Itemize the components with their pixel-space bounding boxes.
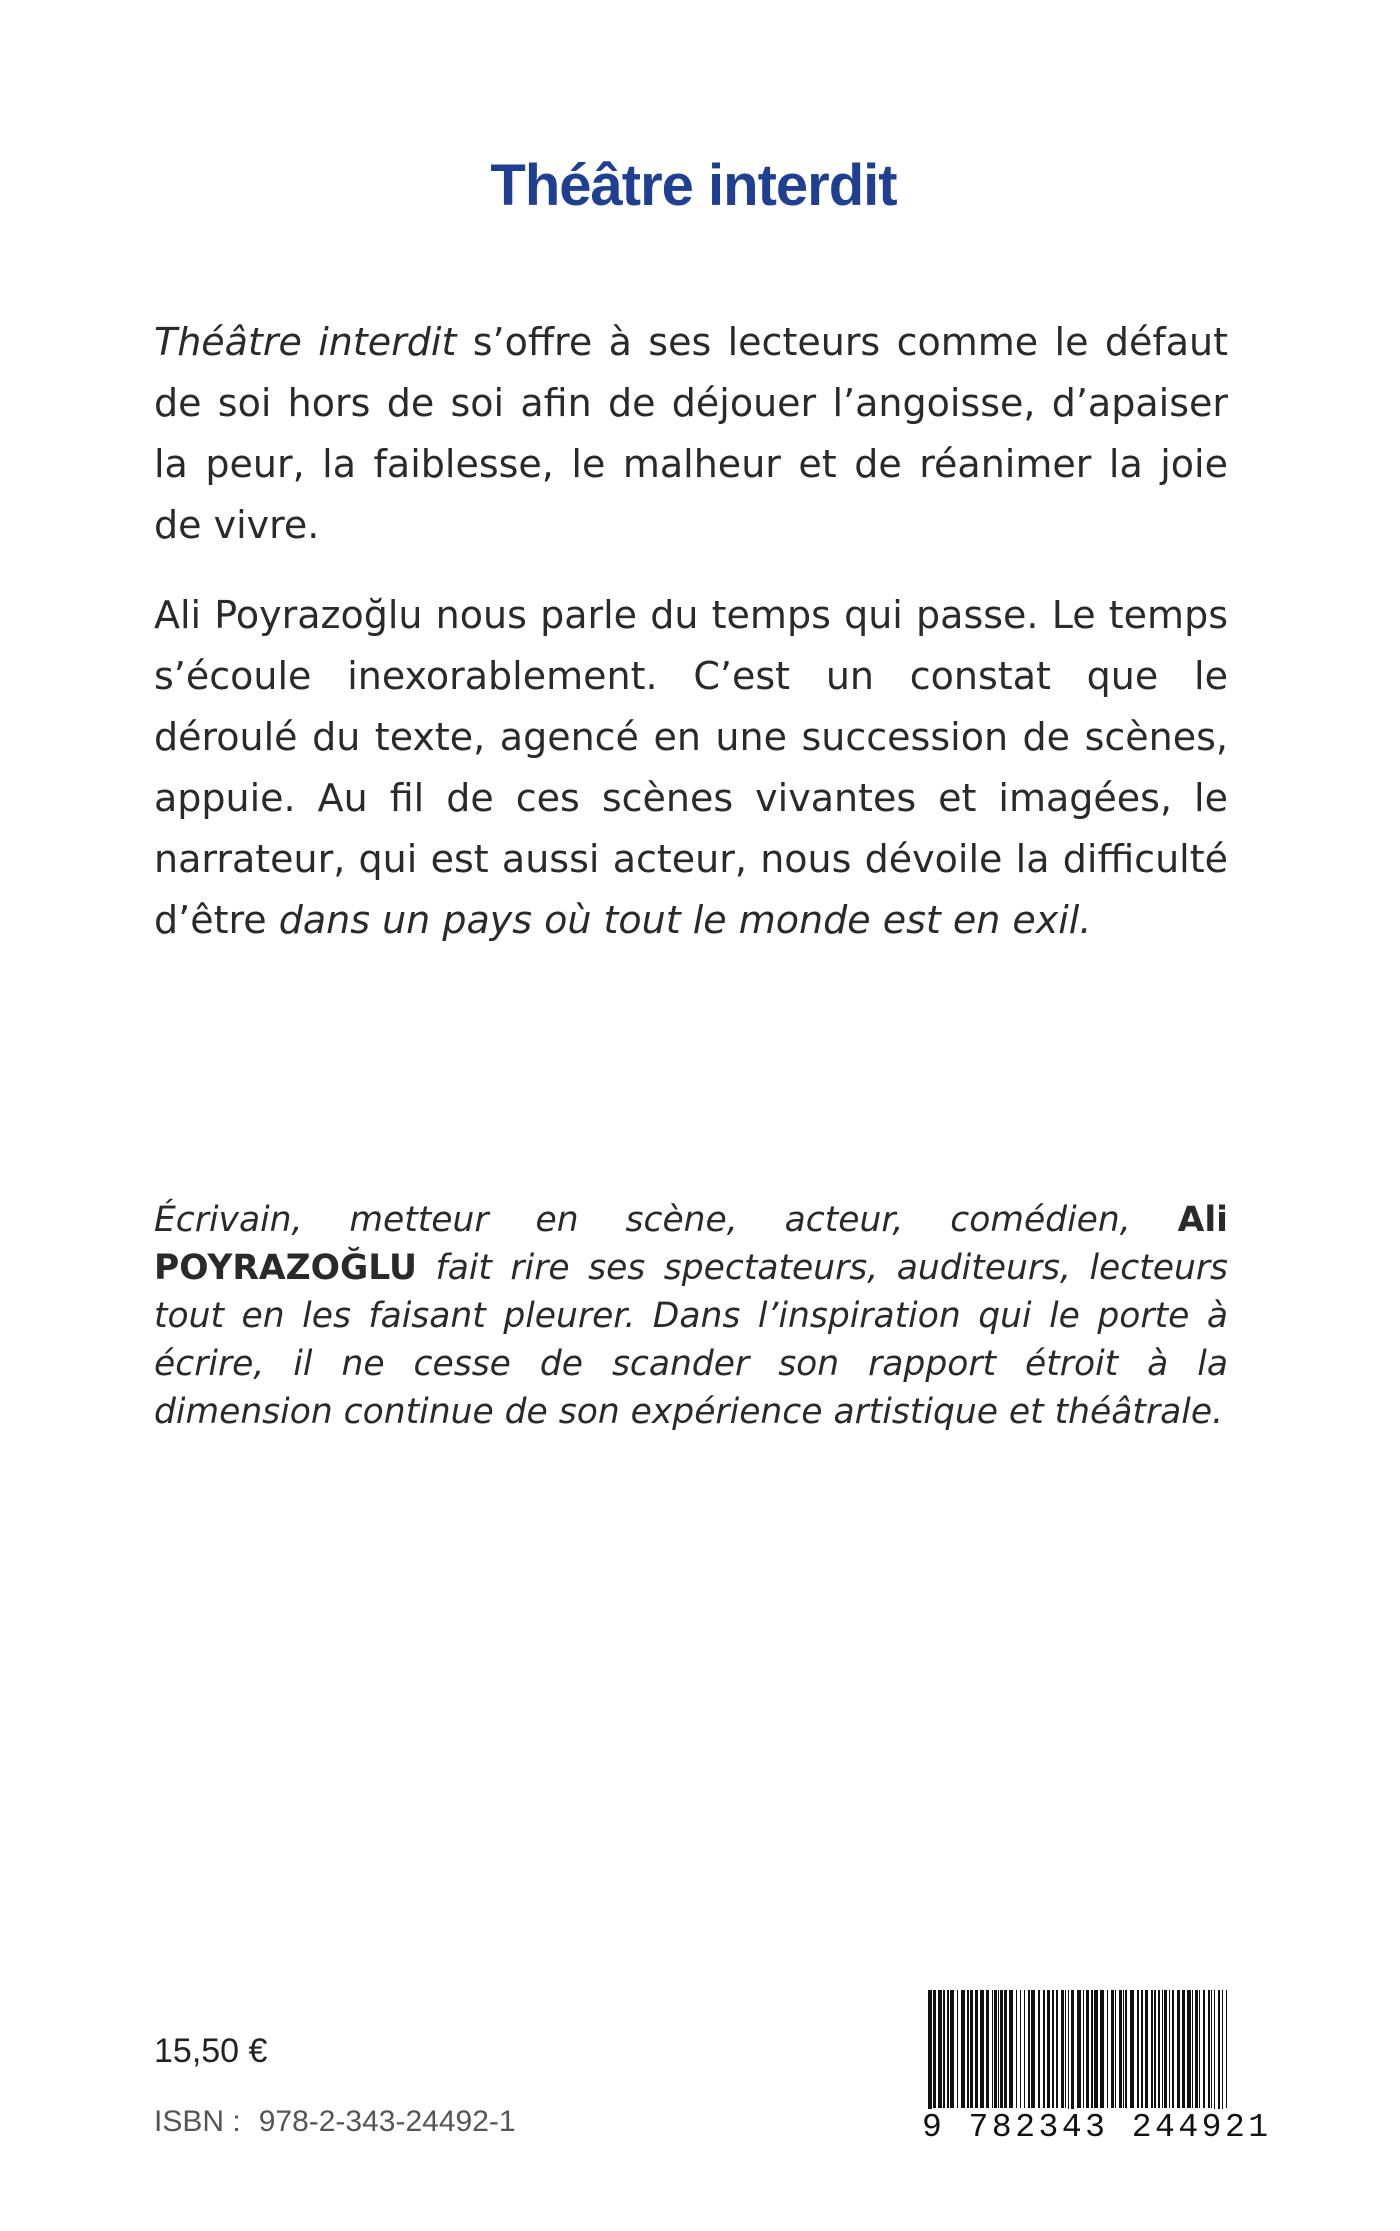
barcode-digits: 9 782343 244921 — [922, 2109, 1272, 2146]
barcode-bar — [1000, 1990, 1003, 2108]
barcode-bar — [970, 1990, 973, 2108]
barcode — [922, 1990, 1272, 2146]
barcode-bar — [1083, 1990, 1084, 2108]
barcode-bar — [1169, 1990, 1170, 2108]
barcode-bar — [1177, 1990, 1180, 2108]
barcode-bar — [1164, 1990, 1167, 2108]
barcode-bar — [1091, 1990, 1093, 2108]
isbn — [154, 2105, 516, 2139]
barcode-bar — [1208, 1990, 1210, 2108]
barcode-bar — [1141, 1990, 1143, 2108]
barcode-bar — [1094, 1990, 1098, 2108]
barcode-bar — [1031, 1990, 1035, 2108]
barcode-bar — [1100, 1990, 1104, 2108]
blurb-paragraph-2-text: Ali Poyrazoğlu nous parle du temps qui passe. Le temps s’écoule inexorablement. C’est un constat que le déroulé du texte, agencé en une succession de scènes, appuie. Au fil de ces scènes vivantes et imagées, le narrateur, qui est aussi acteur, nous dévoile la difficulté d’être — [154, 593, 1228, 942]
blurb-paragraph-2-italic: dans un pays où tout le monde est en exil. — [278, 898, 1092, 942]
barcode-bar — [1125, 1990, 1127, 2108]
barcode-bar — [1123, 1990, 1124, 2108]
author-bio-text: fait rire ses spectateurs, auditeurs, lecteurs tout en les faisant pleurer. Dans l’inspiration qui le porte à écrire, il ne cesse de scander son rapport étroit à la dimension continue de son expérience artistique et théâtrale. — [154, 1248, 1228, 1432]
blurb-paragraph-2 — [154, 585, 1228, 951]
blurb — [154, 312, 1228, 951]
barcode-bar — [1065, 1990, 1066, 2108]
barcode-bar — [950, 1990, 954, 2108]
barcode-bar — [1111, 1990, 1114, 2108]
barcode-bar — [1004, 1990, 1007, 2108]
barcode-bar — [967, 1990, 969, 2108]
barcode-bar — [1226, 1990, 1227, 2108]
barcode-bar — [1009, 1990, 1013, 2108]
barcode-bar — [1119, 1990, 1122, 2108]
barcode-bar — [933, 1990, 936, 2108]
author-name: Ali POYRAZOĞLU — [154, 1200, 1228, 1288]
barcode-bar — [1151, 1990, 1153, 2108]
barcode-bar — [1162, 1990, 1163, 2108]
author-bio — [154, 1196, 1228, 1436]
barcode-bar — [1182, 1990, 1185, 2108]
barcode-bar — [992, 1990, 993, 2108]
author-bio-intro: Écrivain, metteur en scène, acteur, comédien, — [154, 1200, 1178, 1240]
barcode-bar — [1192, 1990, 1193, 2108]
isbn-value: 978-2-343-24492-1 — [258, 2105, 516, 2138]
barcode-bar — [1028, 1990, 1030, 2108]
barcode-bar — [938, 1990, 942, 2108]
barcode-bar — [957, 1990, 958, 2108]
blurb-title-italic: Théâtre interdit — [154, 320, 457, 364]
barcode-bar — [1047, 1990, 1050, 2108]
barcode-bar — [1154, 1990, 1156, 2108]
barcode-bar — [1077, 1990, 1081, 2108]
barcode-bar — [961, 1990, 965, 2108]
blurb-paragraph-1 — [154, 312, 1228, 556]
barcode-bar — [943, 1990, 945, 2108]
blurb-paragraph-1-text: s’offre à ses lecteurs comme le défaut de soi hors de soi afin de déjouer l’angoisse, d’apaiser la peur, la faiblesse, le malheur et de réanimer la joie de vivre. — [154, 320, 1229, 547]
barcode-bar — [1130, 1990, 1134, 2108]
barcode-bar — [1172, 1990, 1174, 2108]
barcode-bar — [1195, 1990, 1198, 2108]
barcode-bar — [1158, 1990, 1160, 2108]
barcode-bar — [1016, 1990, 1017, 2108]
barcode-bar — [998, 1990, 999, 2108]
barcode-bar — [1199, 1990, 1200, 2108]
barcode-bar — [1056, 1990, 1058, 2108]
barcode-bar — [947, 1990, 949, 2108]
isbn-label: ISBN : — [154, 2105, 241, 2138]
barcode-bar — [975, 1990, 978, 2108]
price: 15,50 € — [154, 2032, 268, 2070]
barcode-bar — [980, 1990, 984, 2108]
barcode-bar — [1145, 1990, 1148, 2108]
barcode-bar — [986, 1990, 989, 2108]
barcode-bar — [1107, 1990, 1108, 2108]
barcode-bar — [994, 1990, 997, 2108]
barcode-bar — [1211, 1990, 1212, 2108]
book-title: Théâtre interdit — [490, 153, 897, 218]
barcode-bar — [1203, 1990, 1205, 2108]
barcode-bar — [1137, 1990, 1139, 2108]
barcode-bar — [1061, 1990, 1064, 2108]
barcode-bar — [1020, 1990, 1021, 2108]
barcode-bar — [1043, 1990, 1045, 2108]
barcode-bar — [1115, 1990, 1116, 2108]
barcode-bar — [1086, 1990, 1089, 2108]
barcode-bar — [1038, 1990, 1040, 2108]
barcode-bar — [1187, 1990, 1191, 2108]
barcode-bar — [1052, 1990, 1054, 2108]
barcode-bar — [1024, 1990, 1025, 2108]
